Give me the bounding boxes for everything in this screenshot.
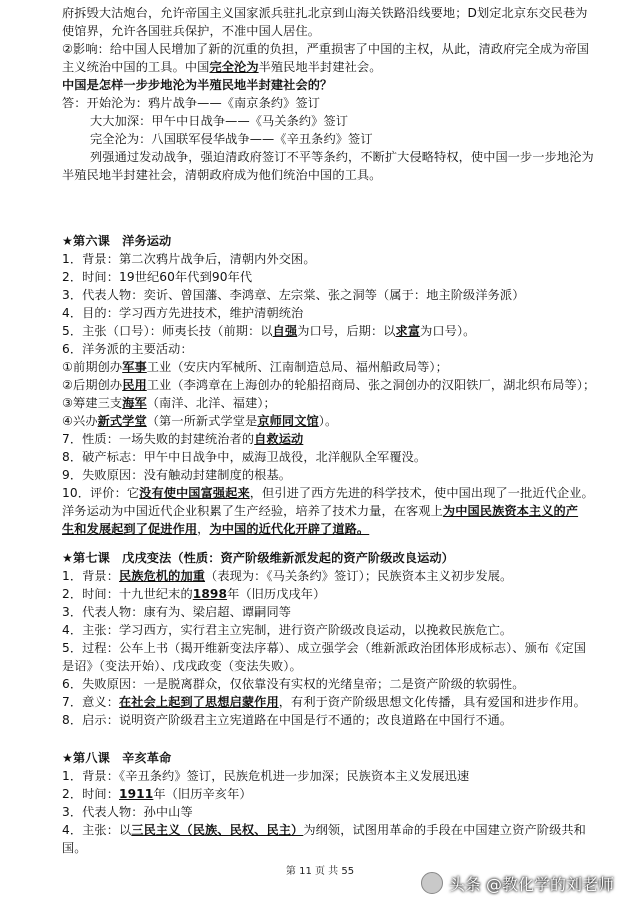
text-span: 工业（李鸿章在上海创办的轮船招商局、张之洞创办的汉阳铁厂，湖北织布局等）； — [146, 378, 596, 392]
text-line — [90, 148, 640, 166]
text-span: ★第六课 洋务运动 — [62, 234, 172, 248]
text-span: （表现为：《马关条约》签订）；民族资本主义初步发展。 — [205, 569, 513, 583]
text-span: ★第八课 辛亥革命 — [62, 751, 172, 765]
text-line — [62, 394, 622, 412]
text-line — [62, 304, 622, 322]
emphasized-text: 为中国的近代化开辟了道路。 — [209, 522, 370, 536]
text-span: ④兴办 — [62, 414, 98, 428]
text-span: 3．代表人物：康有为、梁启超、谭嗣同等 — [62, 605, 292, 619]
text-line — [62, 376, 622, 394]
text-span: ①前期创办 — [62, 360, 123, 374]
emphasized-text: 在社会上起到了思想启蒙作用 — [119, 695, 279, 709]
text-line — [62, 785, 622, 803]
emphasized-text: 为中国民族资本主义的产 — [442, 504, 579, 518]
text-span: 9．失败原因：没有触动封建制度的根基。 — [62, 468, 292, 482]
text-span: 年（旧历辛亥年） — [153, 787, 252, 801]
text-line — [90, 112, 640, 130]
text-line — [62, 821, 622, 839]
emphasized-text: 完全沦为 — [209, 60, 259, 74]
text-span: 年（旧历戊戌年） — [227, 587, 326, 601]
emphasized-text: 海军 — [122, 396, 147, 410]
text-line — [62, 585, 622, 603]
text-line — [62, 268, 622, 286]
text-span: 为口号，后期：以 — [297, 324, 396, 338]
text-line — [62, 412, 622, 430]
text-span: （第一所新式学堂是 — [146, 414, 258, 428]
text-span: 半殖民地半封建社会。 — [258, 60, 382, 74]
page-number: 第 11 页 共 55 — [285, 866, 355, 877]
emphasized-text: 京师同文馆 — [257, 414, 319, 428]
emphasized-text: 军事 — [122, 360, 147, 374]
emphasized-text: 三民主义（民族、民权、民主） — [131, 823, 304, 837]
text-line — [62, 4, 622, 22]
text-span: 主义统治中国的工具。中国 — [62, 60, 210, 74]
text-line — [62, 567, 622, 585]
text-line — [62, 621, 622, 639]
text-line — [62, 358, 622, 376]
text-span: 中国是怎样一步步地沦为半殖民地半封建社会的？ — [62, 78, 333, 92]
emphasized-text: 自救运动 — [254, 432, 304, 446]
text-span: 6．失败原因：一是脱离群众，仅依靠没有实权的光绪皇帝；二是资产阶级的软弱性。 — [62, 677, 525, 691]
text-span: 5．主张（口号）：师夷长技（前期：以 — [62, 324, 273, 338]
text-line — [62, 484, 622, 502]
text-line — [62, 767, 622, 785]
text-span: ★第七课 戊戌变法（性质：资产阶级维新派发起的资产阶级改良运动） — [62, 551, 454, 565]
text-line — [62, 693, 622, 711]
text-line — [62, 502, 622, 520]
text-span: 是诏》（变法开始）、戊戌政变（变法失败）。 — [62, 659, 302, 673]
text-span: 3．代表人物：奕䜣、曾国藩、李鸿章、左宗棠、张之洞等（属于：地主阶级洋务派） — [62, 288, 525, 302]
section-heading — [62, 749, 622, 767]
text-span: ②影响：给中国人民增加了新的沉重的负担，严重损害了中国的主权，从此，清政府完全成为帝国 — [62, 42, 590, 56]
section-heading — [62, 549, 622, 567]
text-line — [62, 166, 622, 184]
text-span: 完全沦为：八国联军侵华战争——《辛丑条约》签订 — [90, 132, 373, 146]
text-span: 1．背景：第二次鸦片战争后，清朝内外交困。 — [62, 252, 316, 266]
text-line — [90, 130, 640, 148]
watermark-text: 头条 @教化学的刘老师 — [448, 874, 614, 894]
emphasized-text: 求富 — [395, 324, 421, 338]
text-line — [62, 430, 622, 448]
text-span: 4．主张：以 — [62, 823, 132, 837]
text-span: 洋务运动为中国近代企业积累了生产经验，培养了技术力量，在客观上 — [62, 504, 443, 518]
emphasized-text: 民用 — [122, 378, 147, 392]
text-span: 2．时间：19世纪60年代到90年代 — [62, 270, 253, 284]
text-line — [62, 322, 622, 340]
text-span: 为纲领，试图用革命的手段在中国建立资产阶级共和 — [303, 823, 586, 837]
text-span: 6．洋务派的主要活动： — [62, 342, 193, 356]
text-span: ③筹建三支 — [62, 396, 123, 410]
text-span: ，有利于资产阶级思想文化传播，具有爱国和进步作用。 — [278, 695, 586, 709]
text-line — [62, 711, 622, 729]
text-line — [62, 466, 622, 484]
text-span: 工业（安庆内军械所、江南制造总局、福州船政局等）； — [146, 360, 448, 374]
text-line — [62, 250, 622, 268]
text-span: 8．启示：说明资产阶级君主立宪道路在中国是行不通的；改良道路在中国行不通。 — [62, 713, 513, 727]
text-line — [62, 58, 622, 76]
text-line — [62, 286, 622, 304]
avatar-icon — [421, 872, 443, 894]
emphasized-text: 1898 — [192, 587, 228, 601]
emphasized-text: 新式学堂 — [97, 414, 147, 428]
emphasized-text: 自强 — [272, 324, 298, 338]
text-span: 使馆界，允许各国驻兵保护，不准中国人居住。 — [62, 24, 321, 38]
text-line — [62, 340, 622, 358]
text-span: 4．主张：学习西方，实行君主立宪制，进行资产阶级改良运动，以挽救民族危亡。 — [62, 623, 513, 637]
text-span: 为口号）。 — [420, 324, 476, 338]
text-span: 国。 — [62, 841, 87, 855]
emphasized-text: 1911 — [119, 787, 154, 801]
text-span: 5．过程：公车上书（揭开维新变法序幕）、成立强学会（维新派政治团体形成标志）、颁布《定国 — [62, 641, 587, 655]
text-span: 大大加深：甲午中日战争——《马关条约》签订 — [90, 114, 349, 128]
text-line — [62, 448, 622, 466]
text-span: （南洋、北洋、福建）； — [146, 396, 276, 410]
text-line — [62, 22, 622, 40]
text-span: 3．代表人物：孙中山等 — [62, 805, 193, 819]
text-span: ， — [197, 522, 210, 536]
text-line — [62, 603, 622, 621]
text-span: ，但引进了西方先进的科学技术，使中国出现了一批近代企业。 — [249, 486, 594, 500]
text-span: 半殖民地半封建社会，清朝政府成为他们统治中国的工具。 — [62, 168, 382, 182]
section-heading — [62, 232, 622, 250]
text-line — [62, 520, 622, 538]
text-line — [62, 76, 622, 94]
watermark — [421, 870, 614, 896]
text-span: 2．时间：十九世纪末的 — [62, 587, 193, 601]
emphasized-text: 没有使中国富强起来 — [139, 486, 250, 500]
text-span: 4．目的：学习西方先进技术，维护清朝统治 — [62, 306, 304, 320]
text-span: ）。 — [318, 414, 338, 428]
text-span: 府拆毁大沽炮台，允许帝国主义国家派兵驻扎北京到山海关铁路沿线要地；D划定北京东交民巷为 — [62, 6, 588, 20]
text-line — [62, 657, 622, 675]
text-span: 列强通过发动战争，强迫清政府签订不平等条约，不断扩大侵略特权，使中国一步一步地沦为 — [90, 150, 594, 164]
text-span: 10．评价：它 — [62, 486, 140, 500]
text-span: 1．背景： — [62, 569, 120, 583]
text-line — [62, 675, 622, 693]
text-line — [62, 803, 622, 821]
text-span: 7．意义： — [62, 695, 120, 709]
text-span: 答：开始沦为：鸦片战争——《南京条约》签订 — [62, 96, 321, 110]
text-span: 8．破产标志：甲午中日战争中，威海卫战役，北洋舰队全军覆没。 — [62, 450, 427, 464]
text-line — [62, 40, 622, 58]
emphasized-text: 生和发展起到了促进作用 — [62, 522, 198, 536]
text-line — [62, 94, 622, 112]
text-span: 1．背景：《辛丑条约》签订，民族危机进一步加深；民族资本主义发展迅速 — [62, 769, 470, 783]
text-line — [62, 839, 622, 857]
text-span: 7．性质：一场失败的封建统治者的 — [62, 432, 255, 446]
text-span: 2．时间： — [62, 787, 120, 801]
emphasized-text: 民族危机的加重 — [119, 569, 206, 583]
text-line — [62, 639, 622, 657]
text-span: ②后期创办 — [62, 378, 123, 392]
